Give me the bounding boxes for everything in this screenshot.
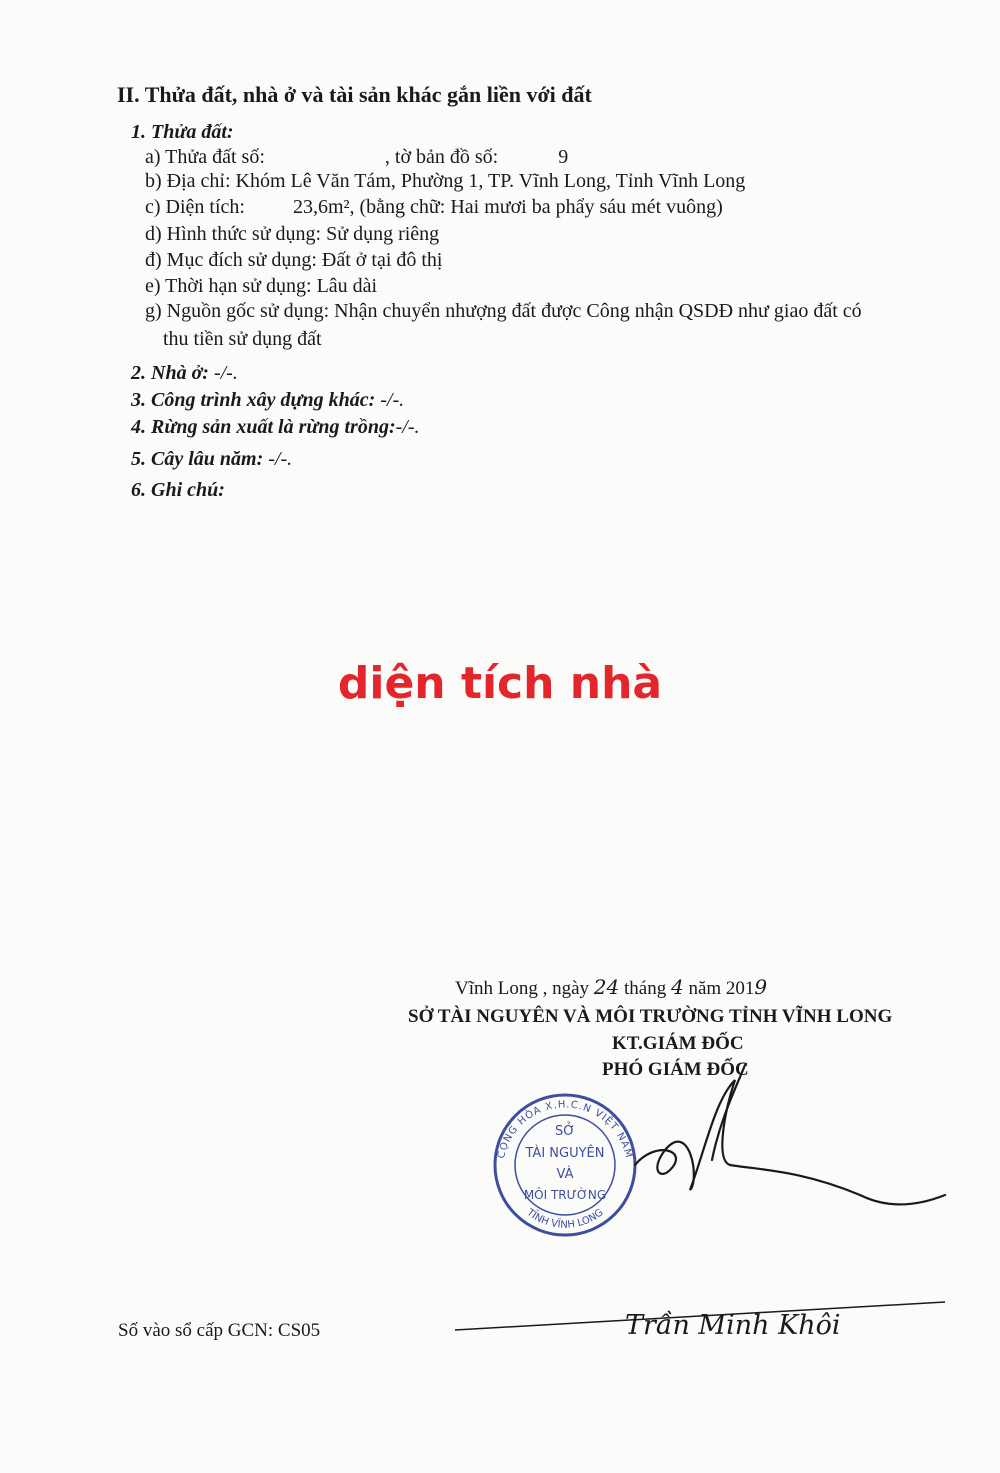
house-label: 2. Nhà ở: — [131, 362, 209, 384]
date-month: 4 — [670, 975, 684, 999]
parcel-area-label: c) Diện tích: — [145, 196, 245, 218]
parcel-area-value: 23,6m², (bằng chữ: Hai mươi ba phẩy sáu mét vuông) — [292, 196, 723, 218]
handwritten-signature — [635, 1065, 945, 1204]
forest-value: -/-. — [395, 416, 420, 438]
seal-line-4: MÔI TRƯỜNG — [523, 1188, 607, 1202]
perennial-label: 5. Cây lâu năm: — [131, 448, 264, 470]
issuing-agency: SỞ TÀI NGUYÊN VÀ MÔI TRƯỜNG TỈNH VĨNH LONG — [408, 1006, 893, 1027]
on-behalf-title: KT.GIÁM ĐỐC — [612, 1033, 744, 1054]
section-title: II. Thửa đất, nhà ở và tài sản khác gắn liền với đất — [117, 82, 592, 107]
parcel-number-label: a) Thửa đất số: — [145, 146, 265, 168]
date-day: 24 — [593, 975, 620, 999]
seal-outer-text: CỘNG HÒA X.H.C.N VIỆT NAM — [495, 1099, 635, 1160]
usage-term: e) Thời hạn sử dụng: Lâu dài — [145, 275, 378, 297]
parcel-heading: 1. Thửa đất: — [131, 121, 234, 143]
usage-form: d) Hình thức sử dụng: Sử dụng riêng — [145, 223, 440, 245]
date-month-label: tháng — [624, 978, 667, 999]
registry-value: CS05 — [277, 1320, 321, 1341]
overlay-annotation: diện tích nhà — [337, 658, 663, 709]
usage-purpose: đ) Mục đích sử dụng: Đất ở tại đô thị — [145, 249, 443, 271]
seal-bottom-text: TỈNH VĨNH LONG — [524, 1207, 606, 1231]
other-works-value: -/-. — [380, 389, 405, 411]
date-year-label: năm 201 — [688, 978, 755, 999]
usage-origin-cont: thu tiền sử dụng đất — [163, 328, 322, 350]
registry-entry — [118, 1320, 320, 1342]
date-year-suffix: 9 — [754, 975, 768, 999]
perennial-value: -/-. — [268, 448, 293, 470]
date-prefix: Vĩnh Long , ngày — [455, 978, 590, 999]
usage-origin: g) Nguồn gốc sử dụng: Nhận chuyển nhượng đất được Công nhận QSDĐ như giao đất có — [145, 300, 862, 322]
map-sheet-label: , tờ bản đồ số: — [384, 146, 499, 168]
other-works-label: 3. Công trình xây dựng khác: — [131, 389, 376, 411]
map-sheet-value: 9 — [558, 146, 569, 168]
registry-label: Số vào sổ cấp GCN: — [118, 1320, 274, 1341]
official-seal — [495, 1095, 635, 1235]
seal-line-3: VÀ — [556, 1167, 574, 1182]
seal-line-1: SỞ — [554, 1124, 576, 1139]
notes-label: 6. Ghi chú: — [131, 479, 225, 501]
signer-position: PHÓ GIÁM ĐỐC — [602, 1059, 749, 1080]
seal-line-2: TÀI NGUYÊN — [525, 1146, 605, 1161]
forest-label: 4. Rừng sản xuất là rừng trồng: — [131, 416, 396, 438]
house-value: -/-. — [213, 362, 238, 384]
parcel-address: b) Địa chỉ: Khóm Lê Văn Tám, Phường 1, TP. Vĩnh Long, Tỉnh Vĩnh Long — [145, 170, 746, 192]
signer-name: Trần Minh Khôi — [625, 1310, 841, 1341]
